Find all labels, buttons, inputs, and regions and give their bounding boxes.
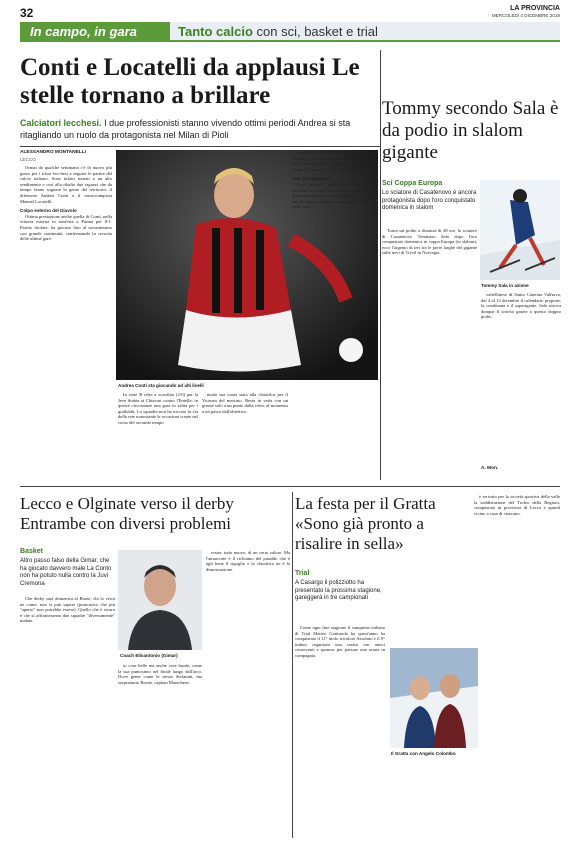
side-kicker: Sci Coppa Europa [382,180,443,187]
signature: A. Mon. [481,466,499,471]
photo-tommy-sala [480,180,560,280]
gratta-column-1 [295,625,385,837]
paragraph: to cose belle ma anche cose brutte, come la sua puntosimo nel finale lungo dall'arco. Dove gente come le stesse Stefanini, ma sorprattutto Biosie, capitan Marachese. [118,663,202,685]
column-divider [292,492,293,838]
lecco-column-3 [206,550,290,838]
main-subheadline-bold: Calciatori lecchesi. [20,118,102,128]
section-topic [170,22,560,42]
paragraph: Come ogni fine stagione il campione italiano di Trial Matteo Grattarola ha quest'anno ha conquistato il 11° titolo tricolore Assoluto e il 9° indoor organizza una serata con amici conoscenti e sponsor per passare una serata in compagnia. [295,625,385,658]
dateline-place: LECCO [20,157,36,162]
paragraph: Un "tostone" nello forte lo abbiamo ritrovato in campo con buona continuità: è il difensore che gioca con maggiore costanza e che ha saputo ritagliarsi uno spazio importante nella rosa. [292,181,378,210]
gratta-lead: A Casargo il polizziotto ha presentato la prossima stagione, gareggerà in tre campionati [295,580,382,602]
masthead: LA PROVINCIA [510,5,560,12]
paragraph-subhead: Altri protagonisti [292,176,330,182]
main-subheadline-rest: I due professionisti stanno vivendo ottimi periodi Andrea si sta ritagliando un ruolo da protagonista nel Milan di Pioli [20,118,351,140]
paragraph: roster, tutto nuovo, di un certo valore. Ma l'amarcorte è il richiamo del pasaldo che è agli bene il rigoglio e la classifica ne è la dimostrazione. [206,550,290,572]
paragraph: Torna sul podio a distanza di 48 ore, lo sciatore di Casatenovo Tommaso Sala dopo l'oro conquistato domenica in coppa Europa (in slalom), ecco l'argento di ieri tra le porte larghe del gigante sulle nevi di Trysil in Norvegia. [382,228,477,256]
section-topic-bold: Tanto calcio [178,24,253,39]
paragraph-subhead: Colpo esterno del Diavolo [20,208,77,214]
column-divider [380,50,381,480]
side-story-column-1 [382,228,477,478]
section-topic-rest: con sci, basket e trial [256,24,378,39]
lecco-kicker: Basket [20,548,43,555]
paragraph: valtellinese di Santa Caterina Valfurva, dal 4 al 12 dicembre il calendario propone, la combinata e il superigante. Sala ritrova dunque il sorriso grazie a questo doppio podio. [481,292,561,320]
paragraph: Ormai da qualche settimana c'è di nuovo più gusto per i tifosi lecchesi a seguire le partite del calcio italiano. Sono infatti tornati a un alto rendimento e così alla ribalta due ragazzi che da tempo fanno sognare la gente del territorio: il difensore Andrea Conti e il centrocampista Manuel Locatelli. [20,165,112,204]
side-story-column-2 [481,292,561,462]
lecco-headline: Lecco e Olginate verso il derby Entrambe con diversi problemi [20,494,234,533]
gratta-headline: La festa per il Gratta «Sono già pronto a risalire in sella» [295,494,436,553]
byline: ALESSANDRO MONTANELLI [20,150,86,155]
gratta-kicker: Trial [295,570,310,577]
photo-placeholder-art [118,550,202,650]
side-headline: Tommy secondo Sala è da podio in slalom gigante [382,98,559,163]
issue-date: MERCOLEDÌ 4 DICEMBRE 2019 [491,13,560,18]
main-headline: Conti e Locatelli da applausi Le stelle tornano a brillare [20,54,360,109]
paragraph: è arrivato per la società sportiva della valle la soddisfazione del Trofeo della Regioni, conquistato in provincia di Lecco e quindi vicino a casa di ciascuno. [474,494,560,516]
photo-caption: Tommy Sala in azione [481,283,529,288]
paragraph: Che derby sarà domenica al Bione, chi lo vivrà ne come, non si può sapere (pronostico che più "aperto" non potrebbe essere). Quello che è sicuro è che si affronteranno due squadre "diversamente" malate. [20,596,115,624]
page-number: 32 [20,6,34,20]
section-bar [20,22,560,42]
photo-caption: Il Gratta con Angelo Colombo [391,751,456,756]
photo-caption: Coach Elisantonio (Gimar) [120,653,178,658]
lecco-column-1 [20,596,115,836]
gratta-column-2 [474,494,560,838]
paragraph: In serie B oltre a sconfitta (2-0) per la Jeve Stabia ai Chiavari contro l'Entella: in queste circostanze una gara in salita per i gialloblù. La squadra non ha trovato la via della rete nonostante le occasioni create nel corso del secondo tempo. [118,392,198,425]
photo-placeholder-art [480,180,560,280]
main-story-column-4 [292,150,378,480]
main-story-column-2 [118,392,198,482]
lecco-column-2 [118,663,202,838]
divider [20,146,380,147]
section-label: In campo, in gara [20,22,170,42]
photo-placeholder-art [390,648,478,748]
main-story-column-3 [202,392,288,482]
photo-caption: Andrea Conti sta giocando ad alti livelli [118,383,204,388]
photo-coach [118,550,202,650]
main-story-column-1 [20,165,112,390]
paragraph: Ottima prestazione anche quella di Conti, nella vittoria esterna in trasferta a Parma per 0-1. Partito titolare, ha giocato fino al novantesimo con grande continuità, confermando la crescita delle ultime gare. [20,213,112,242]
photo-gratta [390,648,478,748]
lecco-lead: Altro passo falso della Gimar, che ha giocato davvero male La Conto non ha potuto nulla contro la Juvi Cremona [20,558,112,587]
side-lead: Lo sciatore di Casatenovo è ancora protagonista dopo l'oro conquistato domenica in slalom [382,190,477,212]
paragraph: nuala sua conia stata alla classifica per il Vicenza del mercato. Resta in vetta con un girone solo a un punto dalla vetta, al momento a un passo dall'obiettivo. [202,392,288,414]
section-divider [20,486,560,487]
main-subheadline [20,117,365,141]
paragraph: Lombe nel match salvezza con la Virtus Verona, ecco altro terreno anche il fanno del lieve Ricardo Gatti, battuto a domicilio nel derby dei "poveri" (0-1) con la Pergolettese. [292,150,378,172]
